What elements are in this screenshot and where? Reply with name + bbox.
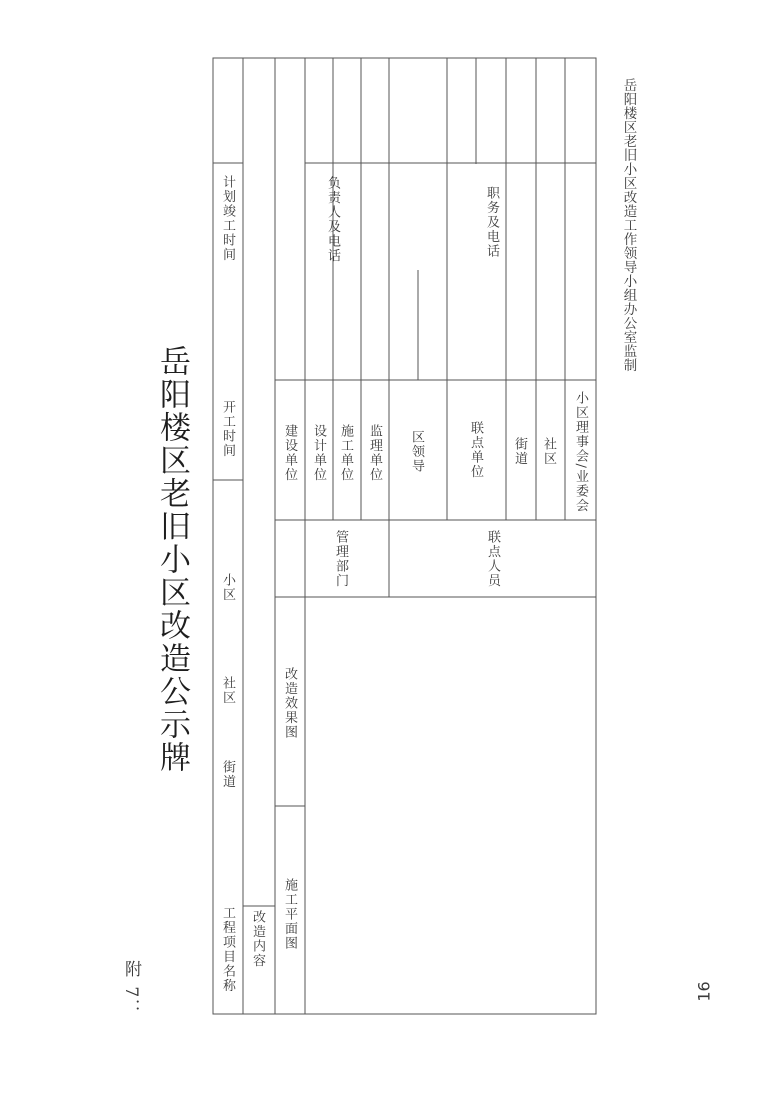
residents-committee-label: 小区理事会/业委会 [573,391,588,513]
liaison-unit-label: 联点单位 [468,421,483,479]
street-label: 街道 [220,760,235,789]
footer-issuer: 岳阳楼区老旧小区改造工作领导小组办公室监制 [620,78,637,372]
renovation-content-label: 改造内容 [250,910,265,968]
project-name-label: 工程项目名称 [220,906,235,993]
annex-label: 附 7： [121,960,141,1019]
district-leader-label: 区领导 [409,430,424,474]
liaison-staff-label: 联点人员 [485,530,500,588]
estate-label: 小区 [220,573,235,602]
designer-label: 设计单位 [311,424,326,482]
community-office-label: 社区 [541,437,556,466]
position-phone-label: 职务及电话 [484,186,499,259]
rendering-label: 改造效果图 [282,667,297,740]
builder-label: 建设单位 [282,424,297,482]
page-title: 岳阳楼区老旧小区改造公示牌 [154,345,190,774]
contractor-label: 施工单位 [338,424,353,482]
management-dept-label: 管理部门 [333,530,348,588]
street-office-label: 街道 [512,437,527,466]
construction-plan-label: 施工平面图 [282,878,297,951]
page-number: 16 [694,981,714,1002]
person-in-charge-phone-label: 负责人及电话 [325,176,340,263]
start-time-label: 开工时间 [220,400,235,458]
table-border [213,58,596,1014]
planned-completion-label: 计划竣工时间 [220,175,235,262]
supervisor-label: 监理单位 [367,424,382,482]
community-label: 社区 [220,676,235,705]
